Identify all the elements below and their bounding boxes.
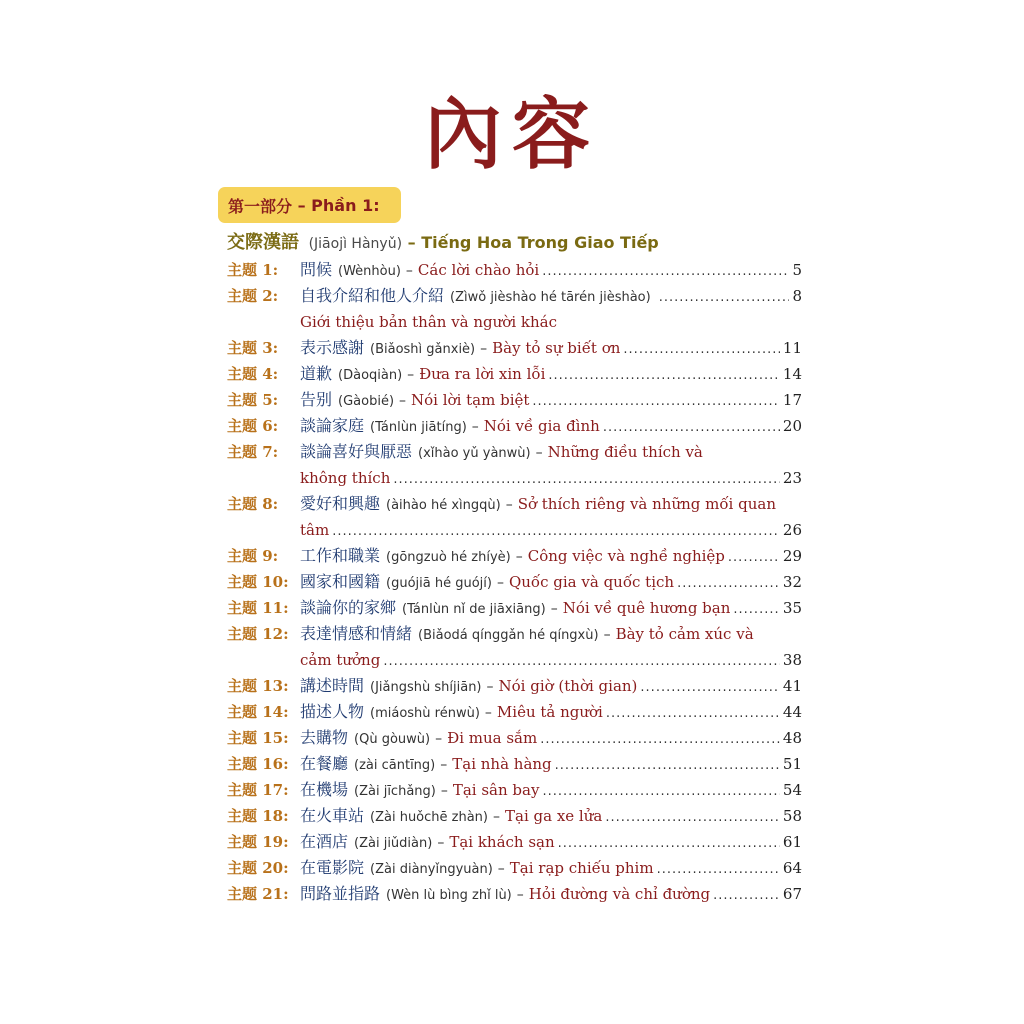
topic-chinese: 講述時間 [300,676,365,695]
toc-entry[interactable] [227,257,802,283]
topic-page: 38 [782,651,802,669]
dot-leader [677,571,780,597]
topic-chinese: 告别 [300,390,333,409]
toc-entry[interactable] [227,725,802,751]
topic-number: 主题 19: [227,833,289,851]
page-title: 內容 [423,89,600,180]
toc-entry[interactable] [227,803,802,829]
topic-vietnamese: Giới thiệu bản thân và người khác [300,313,557,331]
topic-page: 29 [782,547,802,565]
dot-leader [733,597,780,623]
topic-page: 64 [782,859,802,877]
topic-page: 51 [782,755,802,773]
part-badge-vi: Phần [311,195,357,215]
topic-vietnamese-cont: cảm tưởng [300,651,381,669]
topic-pinyin: (Gàobié) [338,394,395,409]
dot-leader [657,857,780,883]
topic-vietnamese: Nói giờ (thời gian) [498,677,638,695]
topic-chinese: 在餐廳 [300,754,349,773]
topic-chinese: 表達情感和情緒 [300,624,413,643]
topic-number: 主题 12: [227,625,289,643]
topic-chinese: 在火車站 [300,806,365,825]
topic-page: 23 [782,469,802,487]
topic-pinyin: (Wènhòu) [338,264,401,279]
topic-pinyin: (Zìwǒ jièshào hé tārén jièshào) [450,290,651,305]
topic-chinese: 道歉 [300,364,333,383]
topic-chinese: 談論喜好與厭惡 [300,442,413,461]
topic-number: 主题 20: [227,859,289,877]
topic-separator: – [493,809,500,825]
topic-page: 26 [782,521,802,539]
topic-vietnamese: Đưa ra lời xin lỗi [419,365,546,383]
topic-vietnamese-cont: không thích [300,469,391,487]
section-title-vi: Tiếng Hoa Trong Giao Tiếp [421,233,659,252]
topic-chinese: 談論家庭 [300,416,365,435]
dot-leader [542,259,789,285]
topic-separator: – [505,497,513,513]
topic-pinyin: (Zài jīchǎng) [354,784,436,799]
topic-vietnamese: Những điều thích và [547,443,703,461]
topic-pinyin: (Biǎodá qínggǎn hé qíngxù) [418,628,599,643]
topic-separator: – [535,445,543,461]
topic-vietnamese: Bày tỏ cảm xúc và [615,625,754,643]
toc-entry[interactable] [227,777,802,803]
topic-chinese: 描述人物 [300,702,365,721]
topic-page: 44 [782,703,802,721]
topic-pinyin: (zài cāntīng) [354,758,436,773]
topic-number: 主题 9: [227,547,279,565]
dot-leader [603,415,780,441]
topic-separator: – [440,757,448,773]
topic-vietnamese: Tại sân bay [452,781,540,799]
topic-number: 主题 11: [227,599,289,617]
topic-pinyin: (Zài jiǔdiàn) [354,836,433,851]
topic-page: 54 [782,781,802,799]
topic-number: 主题 8: [227,495,279,513]
topic-vietnamese: Hỏi đường và chỉ đường [528,885,711,903]
topic-number: 主题 7: [227,443,279,461]
topic-chinese: 工作和職業 [300,546,381,565]
topic-pinyin: (Dàoqiàn) [338,368,403,383]
topic-separator: – [471,419,479,435]
topic-page: 11 [782,339,802,357]
section-title-sep: – [407,233,416,252]
topic-page: 41 [782,677,802,695]
topic-vietnamese: Công việc và nghề nghiệp [527,547,725,565]
toc-entry[interactable] [227,361,802,387]
topic-page: 20 [782,417,802,435]
topic-vietnamese: Bày tỏ sự biết ơn [492,339,621,357]
topic-page: 5 [792,261,802,279]
topic-separator: – [435,731,443,747]
topic-separator: – [496,575,504,591]
dot-leader [728,545,780,571]
dot-leader [383,649,780,675]
topic-vietnamese: Tại rạp chiếu phim [509,859,654,877]
topic-chinese: 表示感謝 [300,338,365,357]
topic-separator: – [440,783,448,799]
dot-leader [332,519,780,545]
topic-separator: – [437,835,445,851]
topic-separator: – [480,341,488,357]
topic-pinyin: (guójiā hé guójí) [386,576,492,591]
topic-vietnamese: Sở thích riêng và những mối quan [517,495,776,513]
topic-vietnamese: Nói về gia đình [483,417,600,435]
toc-entry[interactable] [227,855,802,881]
topic-page: 48 [782,729,802,747]
topic-chinese: 愛好和興趣 [300,494,381,513]
toc-entry[interactable] [227,387,802,413]
topic-pinyin: (Biǎoshì gǎnxiè) [370,342,476,357]
topic-page: 17 [782,391,802,409]
toc-entry[interactable] [227,335,802,361]
topic-chinese: 在機場 [300,780,349,799]
toc-entry[interactable] [227,621,802,673]
topic-pinyin: (Qù gòuwù) [354,732,431,747]
topic-number: 主题 21: [227,885,289,903]
toc-entry[interactable] [227,491,802,543]
section-title [227,228,659,254]
topic-separator: – [603,627,611,643]
toc-entry[interactable] [227,569,802,595]
topic-number: 主题 15: [227,729,289,747]
topic-chinese: 問候 [300,260,333,279]
topic-chinese: 自我介紹和他人介紹 [300,286,445,305]
topic-vietnamese-cont: tâm [300,521,330,539]
topic-pinyin: (Tánlùn jiātíng) [370,420,467,435]
topic-pinyin: (miáoshù rénwù) [370,706,480,721]
topic-vietnamese: Quốc gia và quốc tịch [508,573,675,591]
topic-separator: – [405,263,413,279]
topic-pinyin: (Zài huǒchē zhàn) [370,810,488,825]
topic-chinese: 去購物 [300,728,349,747]
topic-vietnamese: Nói lời tạm biệt [411,391,530,409]
table-of-contents [227,257,802,907]
topic-vietnamese: Nói về quê hương bạn [562,599,731,617]
topic-page: 14 [782,365,802,383]
toc-entry[interactable] [227,439,802,491]
topic-chinese: 在酒店 [300,832,349,851]
topic-pinyin: (àihào hé xìngqù) [386,498,501,513]
topic-vietnamese: Các lời chào hỏi [417,261,540,279]
topic-separator: – [399,393,407,409]
toc-entry[interactable] [227,673,802,699]
topic-vietnamese: Tại ga xe lửa [505,807,603,825]
topic-page: 8 [792,287,802,305]
topic-number: 主题 6: [227,417,279,435]
topic-pinyin: (Jiǎngshù shíjiān) [370,680,482,695]
part-badge-zh: 第一部分 [228,196,293,216]
topic-number: 主题 5: [227,391,279,409]
topic-vietnamese: Miêu tả người [496,703,603,721]
part-badge [218,187,401,223]
topic-number: 主题 13: [227,677,289,695]
topic-page: 67 [782,885,802,903]
topic-vietnamese: Tại nhà hàng [452,755,552,773]
dot-leader [542,779,779,805]
dot-leader [640,675,779,701]
dot-leader [605,805,780,831]
topic-separator: – [407,367,415,383]
topic-separator: – [484,705,492,721]
topic-chinese: 在電影院 [300,858,365,877]
section-title-pinyin: (Jiāojì Hànyǔ) [308,236,403,252]
topic-number: 主题 3: [227,339,279,357]
topic-page: 35 [782,599,802,617]
topic-separator: – [550,601,558,617]
dot-leader [540,727,780,753]
section-title-zh: 交際漢語 [227,232,299,253]
topic-pinyin: (Zài diànyǐngyuàn) [370,862,493,877]
dot-leader [606,701,780,727]
topic-page: 58 [782,807,802,825]
topic-number: 主题 14: [227,703,289,721]
toc-entry[interactable] [227,699,802,725]
topic-pinyin: (xǐhào yǔ yànwù) [418,446,531,461]
toc-entry[interactable] [227,543,802,569]
dot-leader [532,389,780,415]
topic-separator: – [486,679,494,695]
dot-leader [623,337,779,363]
topic-vietnamese: Tại khách sạn [449,833,555,851]
topic-number: 主题 4: [227,365,279,383]
topic-chinese: 國家和國籍 [300,572,381,591]
topic-page: 61 [782,833,802,851]
toc-entry[interactable] [227,595,802,621]
topic-separator: – [515,549,523,565]
topic-vietnamese: Đi mua sắm [447,729,538,747]
toc-entry[interactable] [227,881,802,907]
topic-page: 32 [782,573,802,591]
part-badge-num: 1: [362,195,380,215]
topic-number: 主题 2: [227,287,279,305]
topic-chinese: 談論你的家鄉 [300,598,397,617]
toc-entry[interactable] [227,413,802,439]
topic-number: 主题 18: [227,807,289,825]
dot-leader [548,363,780,389]
dot-leader [555,753,780,779]
dot-leader [393,467,780,493]
topic-number: 主题 1: [227,261,279,279]
toc-entry[interactable] [227,829,802,855]
topic-separator: – [497,861,505,877]
topic-number: 主题 10: [227,573,289,591]
toc-entry[interactable] [227,283,802,335]
part-badge-sep: – [297,195,306,215]
topic-pinyin: (Wèn lù bìng zhǐ lù) [386,888,512,903]
topic-number: 主题 16: [227,755,289,773]
topic-pinyin: (gōngzuò hé zhíyè) [386,550,511,565]
dot-leader [558,831,780,857]
topic-separator: – [516,887,524,903]
topic-pinyin: (Tánlùn nǐ de jiāxiāng) [402,602,546,617]
dot-leader [659,285,790,311]
toc-entry[interactable] [227,751,802,777]
topic-chinese: 問路並指路 [300,884,381,903]
dot-leader [713,883,780,909]
topic-number: 主题 17: [227,781,289,799]
